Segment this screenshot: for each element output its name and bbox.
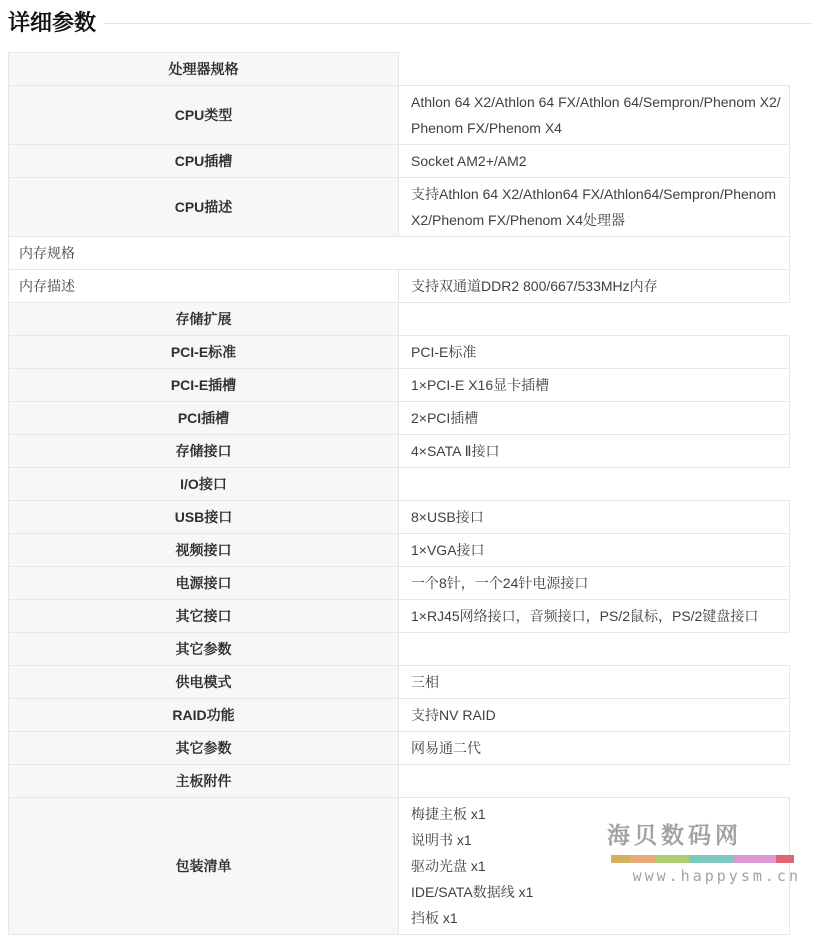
table-row bbox=[8, 732, 790, 765]
table-row bbox=[8, 86, 790, 145]
spec-value bbox=[399, 178, 790, 236]
spec-value-line: PCI-E标准 bbox=[411, 344, 477, 360]
spec-label: CPU插槽 bbox=[8, 145, 399, 177]
spec-value bbox=[399, 86, 790, 144]
spec-label: 电源接口 bbox=[8, 567, 399, 599]
spec-value bbox=[399, 270, 790, 302]
spec-label: 其它参数 bbox=[8, 732, 399, 764]
spec-value-line: 支持双通道DDR2 800/667/533MHz内存 bbox=[411, 278, 658, 294]
spec-value bbox=[399, 567, 790, 599]
spec-value-line: Athlon 64 X2/Athlon 64 FX/Athlon 64/Sempron/Phenom X2/Phenom FX/Phenom X4 bbox=[411, 94, 781, 136]
spec-label: 其它接口 bbox=[8, 600, 399, 632]
spec-value bbox=[399, 402, 790, 434]
spec-label: CPU描述 bbox=[8, 178, 399, 236]
section-label: 主板附件 bbox=[8, 765, 399, 797]
table-row bbox=[8, 336, 790, 369]
spec-table bbox=[8, 52, 790, 935]
page-title: 详细参数 bbox=[8, 10, 97, 35]
spec-value bbox=[399, 145, 790, 177]
spec-value-line: IDE/SATA数据线 x1 bbox=[411, 884, 534, 900]
table-row bbox=[8, 435, 790, 468]
spec-value-line: 1×VGA接口 bbox=[411, 542, 485, 558]
spec-label: 存储接口 bbox=[8, 435, 399, 467]
spec-value-line: 1×RJ45网络接口，音频接口，PS/2鼠标，PS/2键盘接口 bbox=[411, 608, 759, 624]
section-row bbox=[8, 468, 790, 501]
section-row bbox=[8, 633, 790, 666]
section-label: 处理器规格 bbox=[8, 52, 399, 85]
table-row bbox=[8, 600, 790, 633]
section-row bbox=[8, 237, 790, 270]
spec-value-line: Socket AM2+/AM2 bbox=[411, 153, 527, 169]
section-row bbox=[8, 765, 790, 798]
section-label: 内存规格 bbox=[8, 237, 790, 269]
spec-label: 视频接口 bbox=[8, 534, 399, 566]
table-row bbox=[8, 501, 790, 534]
spec-value bbox=[399, 369, 790, 401]
table-row bbox=[8, 369, 790, 402]
spec-value bbox=[399, 666, 790, 698]
spec-value bbox=[399, 600, 790, 632]
section-label: I/O接口 bbox=[8, 468, 399, 500]
spec-value-line: 驱动光盘 x1 bbox=[411, 858, 486, 874]
table-row bbox=[8, 270, 790, 303]
spec-label: PCI插槽 bbox=[8, 402, 399, 434]
spec-value bbox=[399, 435, 790, 467]
table-row bbox=[8, 798, 790, 935]
title-divider-line bbox=[104, 23, 812, 24]
table-row bbox=[8, 178, 790, 237]
spec-value-line: 8×USB接口 bbox=[411, 509, 484, 525]
spec-value-line: 支持NV RAID bbox=[411, 707, 496, 723]
spec-value-line: 说明书 x1 bbox=[411, 832, 472, 848]
title-bar bbox=[0, 0, 817, 38]
spec-value-line: 挡板 x1 bbox=[411, 910, 458, 926]
spec-label: 供电模式 bbox=[8, 666, 399, 698]
spec-label: 包装清单 bbox=[8, 798, 399, 934]
spec-label: CPU类型 bbox=[8, 86, 399, 144]
spec-value-line: 一个8针，一个24针电源接口 bbox=[411, 575, 589, 591]
table-row bbox=[8, 534, 790, 567]
spec-label: 内存描述 bbox=[8, 270, 399, 302]
table-row bbox=[8, 567, 790, 600]
section-row bbox=[8, 52, 790, 86]
table-row bbox=[8, 666, 790, 699]
section-row bbox=[8, 303, 790, 336]
table-row bbox=[8, 145, 790, 178]
watermark-site-name: 海贝数码网 bbox=[607, 822, 742, 849]
spec-value-line: 1×PCI-E X16显卡插槽 bbox=[411, 377, 550, 393]
spec-value-line: 4×SATA Ⅱ接口 bbox=[411, 443, 500, 459]
spec-value bbox=[399, 732, 790, 764]
spec-value bbox=[399, 798, 790, 934]
spec-value-line: 梅捷主板 x1 bbox=[411, 806, 486, 822]
spec-value-line: 2×PCI插槽 bbox=[411, 410, 479, 426]
spec-value-line: 三相 bbox=[411, 674, 439, 690]
spec-value bbox=[399, 336, 790, 368]
spec-label: USB接口 bbox=[8, 501, 399, 533]
spec-value-line: 支持Athlon 64 X2/Athlon64 FX/Athlon64/Sempron/Phenom X2/Phenom FX/Phenom X4处理器 bbox=[411, 186, 776, 228]
watermark-site-url: www.happysm.cn bbox=[632, 867, 801, 885]
section-label: 其它参数 bbox=[8, 633, 399, 665]
table-row bbox=[8, 402, 790, 435]
spec-value bbox=[399, 501, 790, 533]
section-label: 存储扩展 bbox=[8, 303, 399, 335]
spec-value bbox=[399, 534, 790, 566]
spec-value-line: 网易通二代 bbox=[411, 740, 481, 756]
spec-label: RAID功能 bbox=[8, 699, 399, 731]
spec-label: PCI-E标准 bbox=[8, 336, 399, 368]
spec-value bbox=[399, 699, 790, 731]
table-row bbox=[8, 699, 790, 732]
spec-label: PCI-E插槽 bbox=[8, 369, 399, 401]
